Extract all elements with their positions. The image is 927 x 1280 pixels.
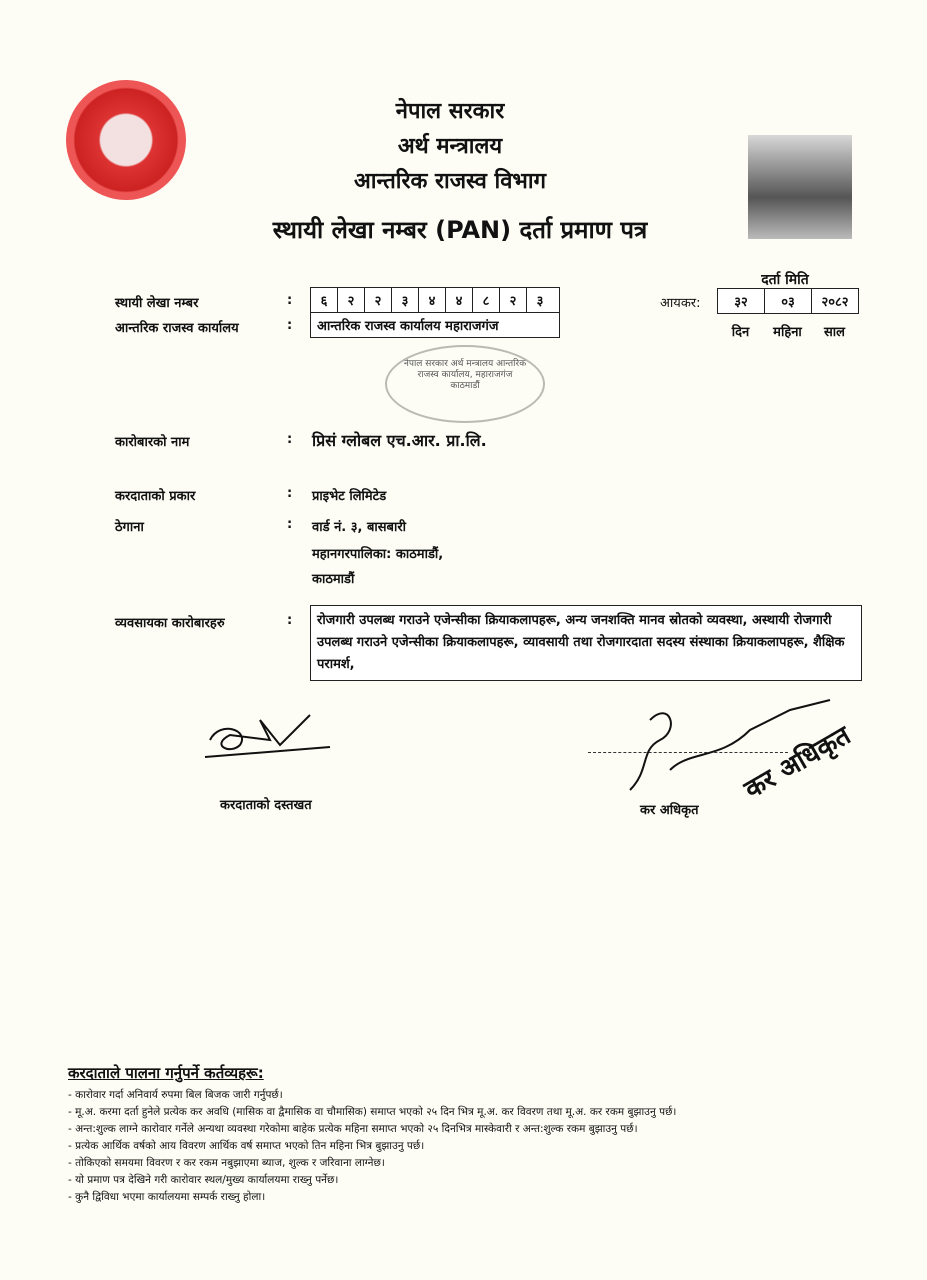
duty-item: - प्रत्येक आर्थिक वर्षको आय विवरण आर्थिक वर्ष समाप्त भएको तिन महिना भित्र बुझाउनु पर्छ। — [68, 1140, 425, 1152]
pan-digit: ३ — [392, 288, 419, 312]
officer-label: कर अधिकृत — [640, 803, 699, 818]
duties-title: करदाताले पालना गर्नुपर्ने कर्तव्यहरू: — [68, 1064, 264, 1082]
duty-item: - मू.अ. करमा दर्ता हुनेले प्रत्येक कर अवधि (मासिक वा द्वैमासिक वा चौमासिक) समाप्त भएको २५ दिन भित्र मू.अ. कर विवरण तथा मू.अ. कर रकम बुझाउनु पर्छ। — [68, 1106, 677, 1118]
taxpayer-type-label: करदाताको प्रकार — [115, 489, 196, 504]
header-department: आन्तरिक राजस्व विभाग — [353, 169, 546, 194]
colon: : — [287, 432, 293, 447]
duty-item: - तोकिएको समयमा विवरण र कर रकम नबुझाएमा ब्याज, शुल्क र जरिवाना लाग्नेछ। — [68, 1157, 385, 1169]
year-label: साल — [824, 325, 845, 340]
pan-digit: ४ — [446, 288, 473, 312]
address-line1: वार्ड नं. ३, बासबारी — [312, 520, 407, 535]
pan-digit: २ — [365, 288, 392, 312]
day-label: दिन — [731, 325, 750, 340]
pan-digit: ६ — [311, 288, 338, 312]
pan-digit: ८ — [473, 288, 500, 312]
pan-number-box — [310, 287, 560, 338]
date-labels — [717, 322, 858, 340]
taxpayer-type-value: प्राइभेट लिमिटेड — [312, 489, 387, 504]
date-day: ३२ — [718, 289, 765, 313]
taxpayer-signature — [200, 705, 340, 765]
month-label: महिना — [773, 325, 802, 340]
business-activities-value: रोजगारी उपलब्ध गराउने एजेन्सीका क्रियाकलापहरू, अन्य जनशक्ति मानव स्रोतको व्यवस्था, अस्थायी रोजगारी उपलब्ध गराउने एजेन्सीका क्रियाकलापहरू, व्यावसायी तथा रोजगारदाता सदस्य संस्थाका क्रियाकलापहरू, शैक्षिक परामर्श, — [310, 605, 862, 681]
duties-list — [68, 1088, 918, 1207]
registration-date-title: दर्ता मिति — [761, 272, 809, 288]
certificate-title: स्थायी लेखा नम्बर (PAN) दर्ता प्रमाण पत्र — [272, 216, 648, 244]
office-value: आन्तरिक राजस्व कार्यालय महाराजगंज — [317, 319, 499, 334]
colon: : — [287, 293, 293, 308]
colon: : — [287, 486, 293, 501]
taxpayer-photo — [748, 135, 852, 239]
address-line3: काठमाडौं — [312, 572, 355, 587]
pan-digit: २ — [500, 288, 527, 312]
colon: : — [287, 517, 293, 532]
business-name-label: कारोबारको नाम — [115, 435, 190, 450]
business-activities-label: व्यवसायका कारोबारहरु — [115, 616, 225, 631]
office-label: आन्तरिक राजस्व कार्यालय — [115, 321, 239, 336]
nepal-emblem — [66, 80, 186, 200]
pan-label: स्थायी लेखा नम्बर — [115, 296, 199, 311]
header-government: नेपाल सरकार — [395, 99, 505, 124]
header-ministry: अर्थ मन्त्रालय — [397, 134, 503, 159]
date-year: २०८२ — [821, 295, 849, 310]
address-label: ठेगाना — [115, 520, 144, 535]
business-name-value: प्रिसं ग्लोबल एच.आर. प्रा.लि. — [312, 431, 487, 450]
colon: : — [287, 318, 293, 333]
address-line2: महानगरपालिका: काठमाडौं, — [312, 547, 444, 562]
taxpayer-signature-label: करदाताको दस्तखत — [220, 798, 312, 813]
duty-item: - अन्त:शुल्क लाग्ने कारोवार गर्नेले अन्यथा व्यवस्था गरेकोमा बाहेक प्रत्येक महिना समाप्त भएको २५ दिनभित्र मास्केवारी र अन्त:शुल्क रकम बुझाउनु पर्छ। — [68, 1123, 638, 1135]
colon: : — [287, 613, 293, 628]
pan-digit: ४ — [419, 288, 446, 312]
pan-digit: ३ — [536, 294, 544, 309]
date-month: ०३ — [765, 289, 812, 313]
office-stamp: नेपाल सरकार अर्थ मन्त्रालय आन्तरिक राजस्व कार्यालय, महाराजगंज काठमाडौं — [385, 345, 545, 423]
registration-date-box — [717, 288, 859, 314]
income-tax-label: आयकर: — [660, 296, 701, 311]
duty-item: - कुनै द्विविधा भएमा कार्यालयमा सम्पर्क राख्नु होला। — [68, 1191, 266, 1203]
duty-item: - कारोवार गर्दा अनिवार्य रुपमा बिल बिजक जारी गर्नुपर्छ। — [68, 1089, 283, 1101]
pan-digit: २ — [338, 288, 365, 312]
officer-stamp: कर अधिकृत — [739, 720, 856, 806]
duty-item: - यो प्रमाण पत्र देखिने गरी कारोवार स्थल/मुख्य कार्यालयमा राख्नु पर्नेछ। — [68, 1174, 339, 1186]
